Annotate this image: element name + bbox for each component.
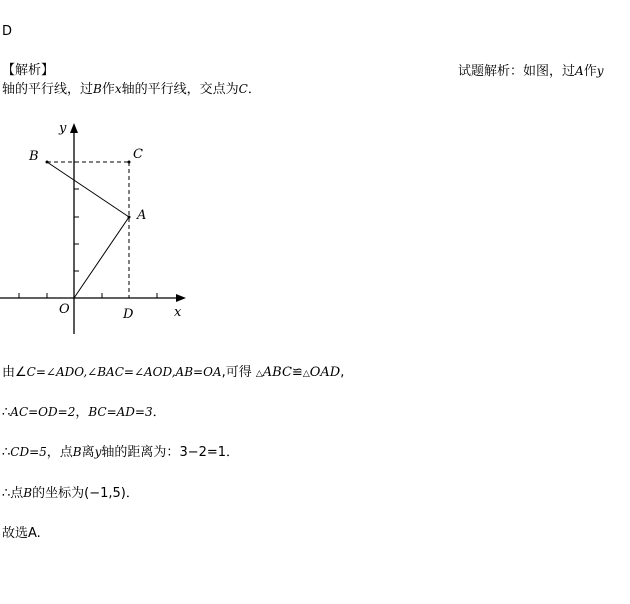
y-axis-ticks xyxy=(74,162,79,271)
conclusion: 故选A. xyxy=(2,526,41,541)
label-d: D xyxy=(123,307,134,322)
point-a-dot xyxy=(128,216,131,219)
step1-abc: ABC xyxy=(262,365,292,380)
step3-text-2: 离 xyxy=(81,445,95,460)
step-3 xyxy=(2,443,239,462)
step2-math: AC=OD=2 xyxy=(10,405,76,419)
step-4 xyxy=(2,484,139,503)
point-c-dot xyxy=(128,161,131,164)
label-c: C xyxy=(133,147,143,162)
y-axis xyxy=(70,123,78,334)
x-axis-ticks xyxy=(19,293,157,298)
step3-calc: 3−2=1 xyxy=(179,445,227,460)
label-b: B xyxy=(29,149,39,164)
step2-math-2: BC=AD=3 xyxy=(88,405,153,419)
step-2 xyxy=(2,403,166,422)
line2-point-b: B xyxy=(93,82,102,96)
step1-prefix: 由∠ xyxy=(2,365,27,380)
line2-text-3: 轴的平行线，交点为 xyxy=(121,82,239,97)
step1-conditions: C=∠ADO,∠BAC=∠AOD,AB=OA xyxy=(26,365,222,379)
line2-text-1: 轴的平行线，过 xyxy=(2,82,94,97)
line2-end: ． xyxy=(247,82,261,97)
step-1 xyxy=(2,363,344,383)
step4-coord: (−1,5) xyxy=(84,486,126,501)
answer-label: D xyxy=(2,24,13,39)
segment-ba xyxy=(47,162,129,217)
step4-point: B xyxy=(23,486,33,500)
segment-oa xyxy=(74,217,129,298)
step2-sep: ， xyxy=(75,405,89,420)
line2-point-c: C xyxy=(238,82,248,96)
step4-end: ． xyxy=(125,486,139,501)
label-o: O xyxy=(59,302,70,317)
step3-text-3: 轴的距离为： xyxy=(101,445,180,460)
label-y-axis: y xyxy=(59,121,67,136)
intro-point-a: A xyxy=(575,64,584,78)
analysis-intro xyxy=(458,62,603,81)
step3-text-1: ，点 xyxy=(46,445,73,460)
step2-therefore: ∴ xyxy=(2,405,11,420)
step1-end: , xyxy=(340,365,345,380)
step3-axis: y xyxy=(94,445,102,459)
step3-math: CD=5 xyxy=(10,445,47,459)
x-axis xyxy=(0,294,186,302)
step1-mid: ,可得 xyxy=(221,365,252,380)
label-a: A xyxy=(137,208,147,223)
point-b-dot xyxy=(46,161,49,164)
triangle-symbol-1: △ xyxy=(255,369,263,379)
line2-text-2: 作 xyxy=(101,82,115,97)
step3-end: ． xyxy=(226,445,240,460)
intro-text-2: 作 xyxy=(583,64,597,79)
step2-end: ． xyxy=(152,405,166,420)
step4-text-2: 的坐标为 xyxy=(32,486,85,501)
step4-text: ∴点 xyxy=(2,486,24,501)
step3-therefore: ∴ xyxy=(2,445,11,460)
analysis-heading: 【解析】 xyxy=(2,63,55,78)
coordinate-figure xyxy=(0,110,200,345)
congruent-symbol: ≌ xyxy=(291,365,303,380)
intro-axis-y: y xyxy=(596,64,604,78)
label-x-axis: x xyxy=(174,305,182,320)
step3-point: B xyxy=(72,445,82,459)
triangle-symbol-2: △ xyxy=(302,369,310,379)
intro-text-1: 试题解析：如图，过 xyxy=(458,64,576,79)
analysis-line-2 xyxy=(2,80,261,99)
line2-axis-x: x xyxy=(114,82,122,96)
step1-oad: OAD xyxy=(309,365,341,380)
